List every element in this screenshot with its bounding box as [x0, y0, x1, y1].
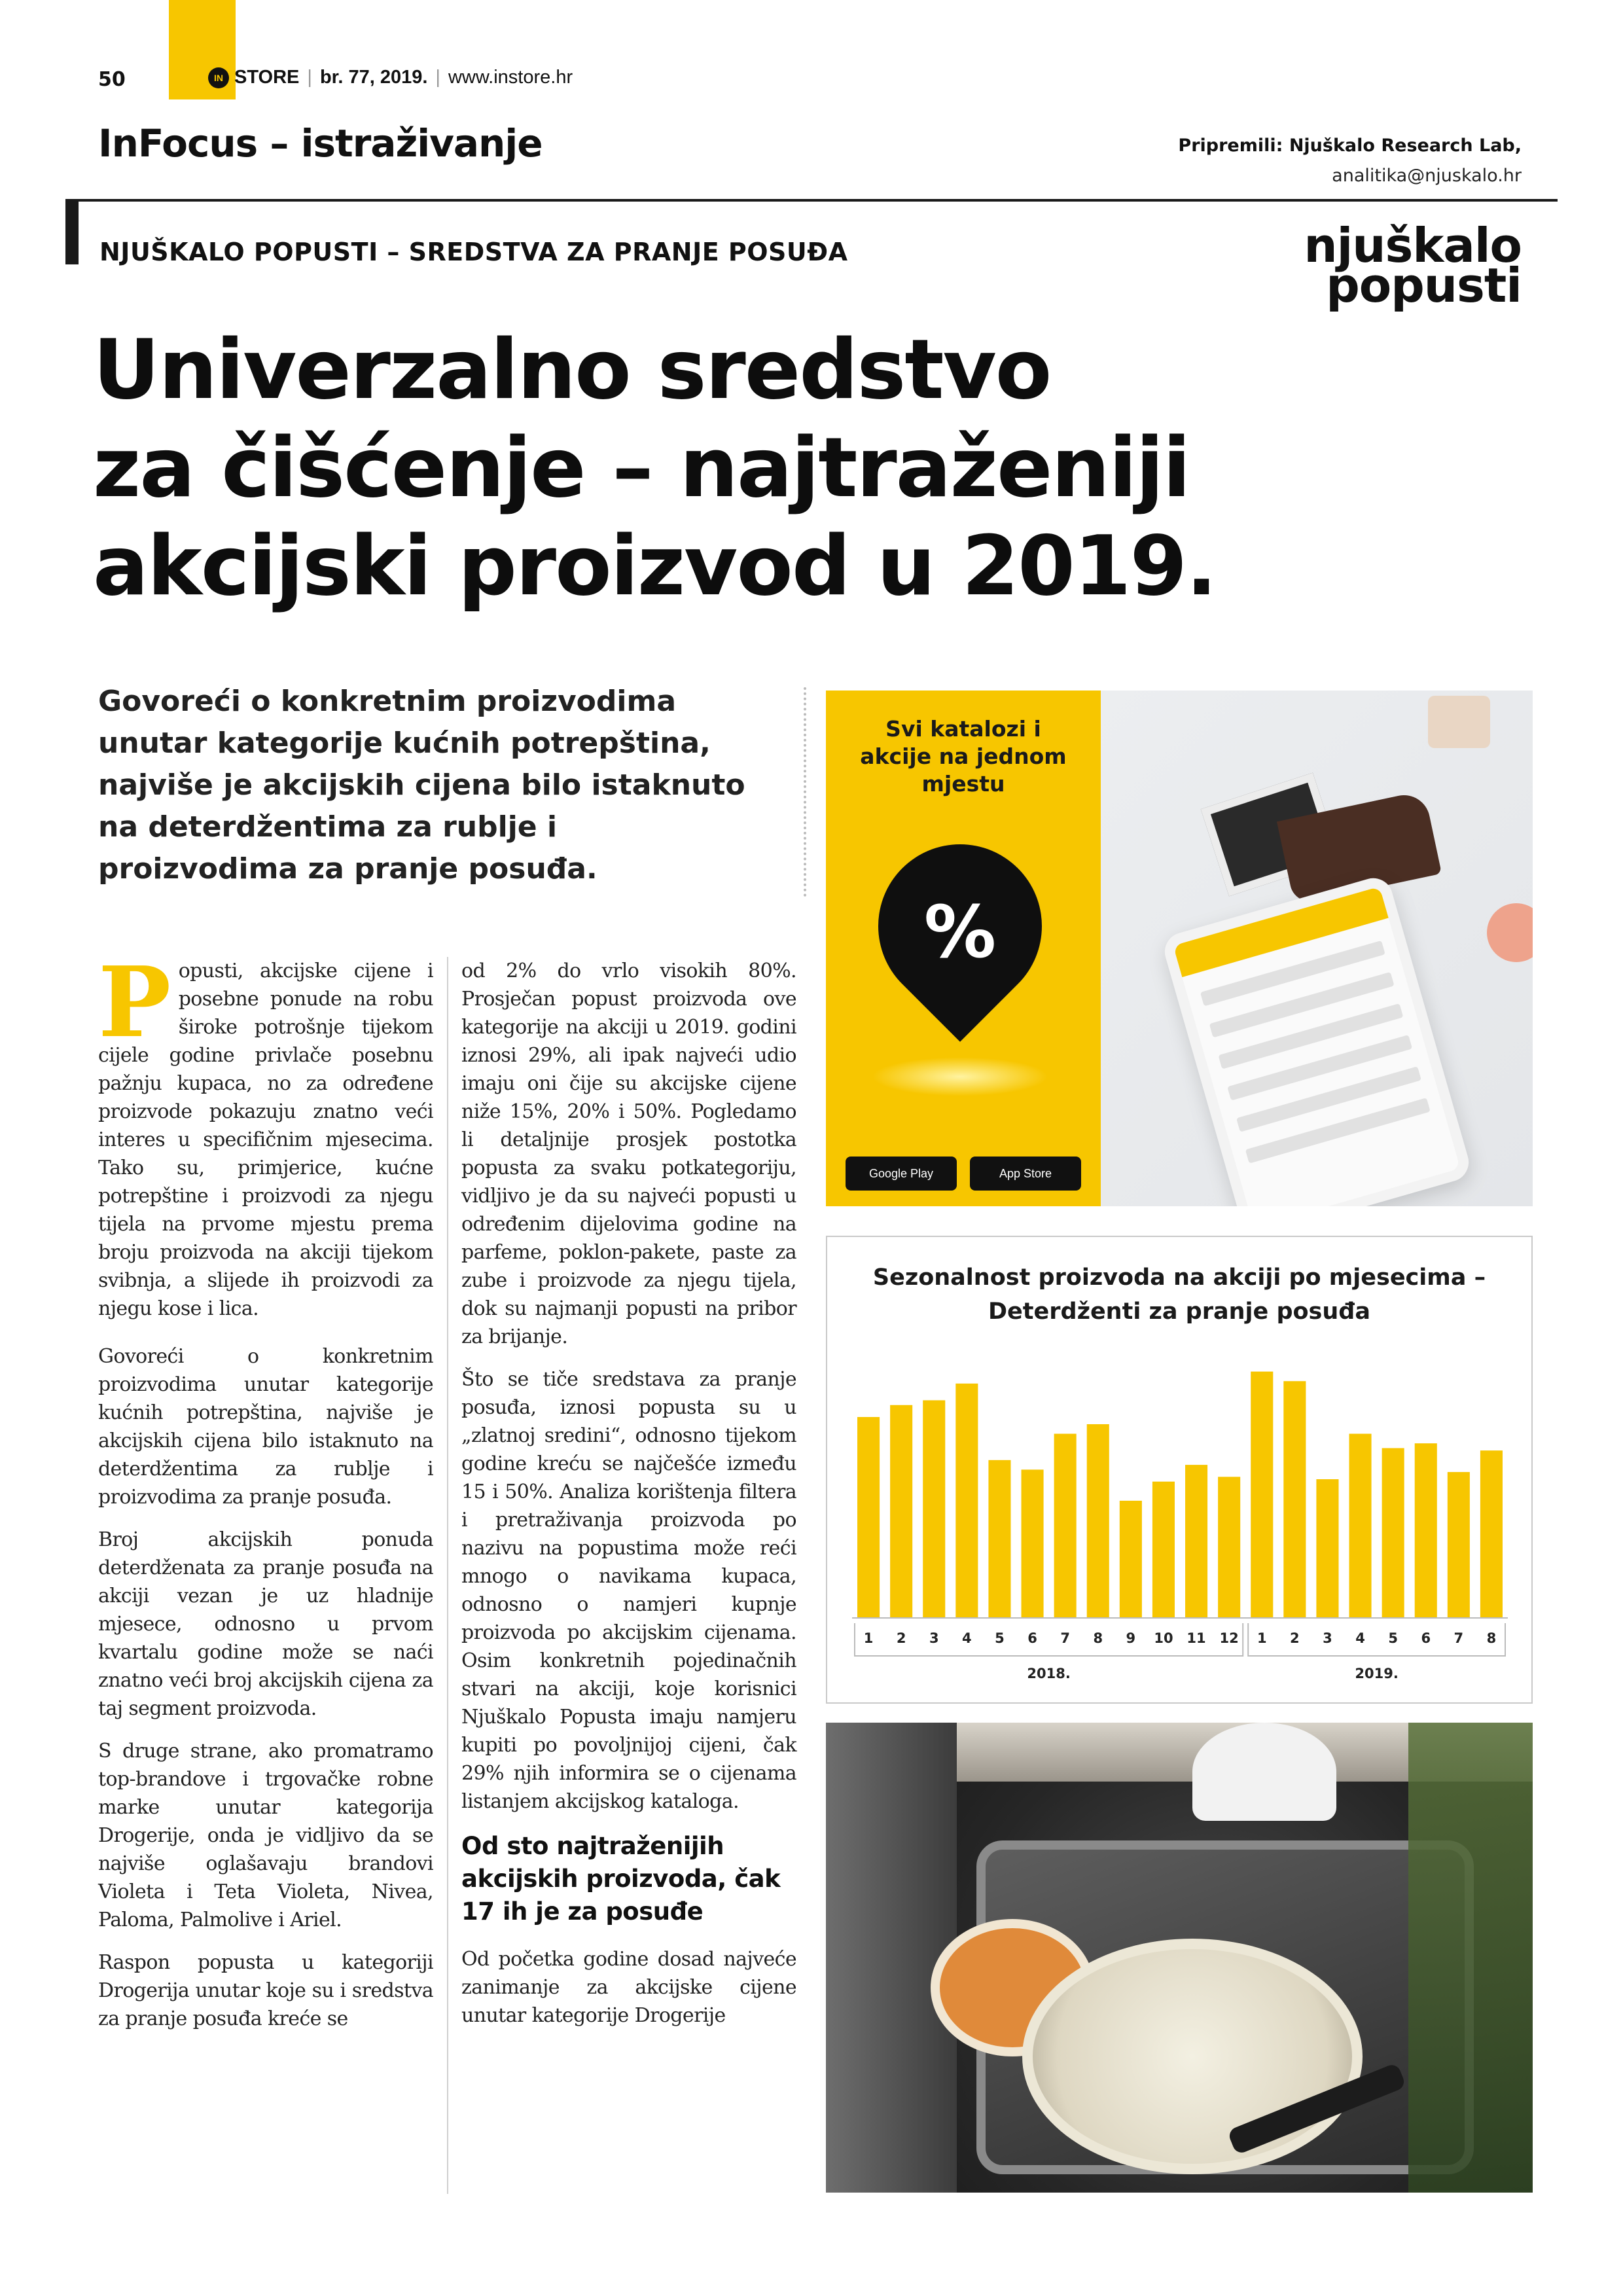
- chart-tick-label: 2: [896, 1630, 906, 1646]
- chart-tick-label: 12: [1219, 1630, 1239, 1646]
- paragraph: Što se tiče sredstava za pranje posuđa, iznosi popusta su u „zlatnoj sredini“, odnosno tijekom godine kreću se najčešće između 15 i 50%. Analiza korištenja filtera i pretraživanja proizvoda po nazivu na popustima može reći mnogo o navikama kupaca, odnosno o namjeri kupnje proizvoda po akcijskim cijenama. Osim konkretnih pojedinačnih stvari na akciji, koje korisnici Njuškalo Popusta imaju namjeru kupiti po povoljnijoj cijeni, čak 29% njih informira se o cijenama listanjem akcijskog kataloga.: [461, 1368, 796, 1813]
- chart-tick-label: 5: [995, 1630, 1005, 1646]
- chart-group-bracket: [1248, 1623, 1505, 1656]
- chart-bar: [1349, 1434, 1372, 1618]
- chart-bar: [1152, 1482, 1175, 1618]
- photo-bottle: [1192, 1723, 1336, 1821]
- chart-bar: [1218, 1477, 1240, 1618]
- ad-bottle-decoration: [1428, 696, 1490, 748]
- chart-bar: [1054, 1434, 1077, 1618]
- chart-bar: [1022, 1469, 1044, 1618]
- chart-tick-label: 7: [1060, 1630, 1070, 1646]
- body-column-2: [461, 957, 796, 2044]
- chart-bar: [1251, 1372, 1273, 1618]
- headline-line-2: za čišćenje – najtraženiji: [93, 420, 1190, 516]
- percent-icon: %: [923, 890, 997, 974]
- chart-bar: [1448, 1472, 1470, 1618]
- chart-tick-label: 4: [962, 1630, 972, 1646]
- paragraph-text: opusti, akcijske cijene i posebne ponude na robu široke potrošnje tijekom cijele godine privlače posebnu pažnju kupaca, no za određene proizvode pokazuju znatno veći interes u specifičnim mjesecima. Tako su, primjerice, kućne potrepštine i proizvodi za njegu tijela na prvome mjestu prema broju proizvoda na akciji tijekom svibnja, a slijede ih proizvodi za njegu kose i lica.: [98, 960, 433, 1320]
- photo-colander: [1022, 1939, 1363, 2174]
- chart-bar: [890, 1405, 912, 1618]
- sink-dishes-photo: [826, 1723, 1533, 2193]
- website-link[interactable]: www.instore.hr: [448, 67, 573, 88]
- chart-bar: [988, 1460, 1010, 1618]
- chart-bar: [1185, 1465, 1207, 1618]
- ad-ball-decoration: [1487, 903, 1533, 962]
- article-lead: Govoreći o konkretnim proizvodima unutar kategorije kućnih potrepština, najviše je akcijskih cijena bilo istaknuto na deterdžentima za rublje i proizvodima za pranje posuđa.: [98, 685, 745, 886]
- photo-left-edge: [826, 1723, 957, 2193]
- chart-tick-label: 2: [1290, 1630, 1300, 1646]
- seasonality-chart: [826, 1236, 1533, 1704]
- in-badge-icon: IN: [208, 67, 229, 88]
- chart-tick-label: 3: [1323, 1630, 1332, 1646]
- paragraph: Broj akcijskih ponuda deterdženata za pranje posuđa na akciji vezan je uz hladnije mjesece, odnosno u prvom kvartalu godine može se naći znatno veći broj akcijskih cijena za taj segment proizvoda.: [98, 1528, 433, 1720]
- header-meta: [208, 67, 573, 88]
- paragraph: [98, 945, 433, 1323]
- logo-line-1: njuškalo: [1304, 218, 1522, 273]
- chart-bar: [955, 1384, 978, 1618]
- chart-tick-label: 9: [1126, 1630, 1136, 1646]
- chart-plot: [827, 1237, 1531, 1702]
- chart-bar: [857, 1417, 880, 1618]
- chart-group-label: 2018.: [1027, 1666, 1071, 1681]
- chart-bar: [1415, 1443, 1437, 1618]
- ad-phone-mockup: [1160, 874, 1473, 1206]
- njuskalo-popusti-ad: [826, 691, 1533, 1206]
- paragraph: Govoreći o konkretnim proizvodima unutar kategorije kućnih potrepština, najviše je akcijskih cijena bilo istaknuto na deterdžentima za rublje i proizvodima za pranje posuđa.: [98, 1345, 433, 1509]
- chart-group-bracket: [855, 1623, 1243, 1656]
- paragraph: Od početka godine dosad najveće zanimanje za akcijske cijene unutar kategorije Drogerije: [461, 1948, 796, 2027]
- article-headline: [93, 321, 1271, 615]
- chart-tick-label: 5: [1388, 1630, 1398, 1646]
- chart-tick-label: 8: [1486, 1630, 1497, 1646]
- chart-tick-label: 11: [1186, 1630, 1206, 1646]
- photo-plant: [1408, 1723, 1533, 2193]
- njuskalo-popusti-logo: [1304, 218, 1522, 313]
- section-title: InFocus – istraživanje: [98, 121, 543, 166]
- pin-glow: [872, 1057, 1048, 1096]
- drop-cap: P: [98, 945, 171, 1059]
- chart-bar: [1120, 1501, 1142, 1618]
- publication-name: STORE: [234, 67, 300, 88]
- chart-tick-label: 8: [1093, 1630, 1103, 1646]
- chart-bar: [1283, 1381, 1306, 1618]
- page-number: 50: [98, 68, 126, 91]
- chart-title: Sezonalnost proizvoda na akciji po mjesecima – Deterdženti za pranje posuđa: [872, 1265, 1486, 1325]
- paragraph: od 2% do vrlo visokih 80%. Prosječan popust proizvoda ove kategorije na akciji u 2019. godini iznosi 29%, ali ipak najveći udio imaju oni čije su akcijske cijene niže 15%, 20% i 50%. Pogledamo li detaljnije prosjek postotka popusta za svaku potkategoriju, vidljivo je da su najveći popusti u određenim dijelovima godine na parfeme, poklon-pakete, paste za zube i proizvode za njegu tijela, dok su najmanji popusti na pribor za brijanje.: [461, 960, 796, 1348]
- meta-separator: |: [307, 67, 312, 88]
- paragraph: S druge strane, ako promatramo top-brandove i trgovačke robne marke unutar kategorija Drogerije, onda je vidljivo da se najviše oglašavaju brandovi Violeta i Teta Violeta, Nivea, Paloma, Palmolive i Ariel.: [98, 1740, 433, 1931]
- phone-app-header: [1173, 886, 1389, 977]
- column-divider: [447, 957, 448, 2194]
- chart-tick-label: 1: [1257, 1630, 1267, 1646]
- chart-bar: [1382, 1448, 1404, 1618]
- kicker: NJUŠKALO POPUSTI – SREDSTVA ZA PRANJE POSUĐA: [99, 238, 848, 266]
- chart-tick-label: 4: [1355, 1630, 1365, 1646]
- header-rule: [65, 199, 1558, 202]
- chart-tick-label: 6: [1027, 1630, 1037, 1646]
- logo-line-2: popusti: [1326, 257, 1522, 313]
- ad-yellow-panel: [826, 691, 1101, 1206]
- chart-group-label: 2019.: [1355, 1666, 1399, 1681]
- kicker-bar: [65, 199, 79, 264]
- chart-bar: [1316, 1479, 1338, 1618]
- chart-tick-label: 6: [1421, 1630, 1431, 1646]
- ad-tagline: Svi katalozi i akcije na jednom mjestu: [860, 716, 1067, 797]
- app-store-badge[interactable]: App Store: [970, 1157, 1081, 1191]
- lead-divider: [804, 687, 806, 897]
- chart-tick-label: 7: [1454, 1630, 1464, 1646]
- headline-line-1: Univerzalno sredstvo: [93, 321, 1051, 418]
- chart-bar: [923, 1400, 945, 1618]
- chart-tick-label: 1: [863, 1630, 874, 1646]
- chart-tick-label: 10: [1154, 1630, 1173, 1646]
- prepared-by: Pripremili: Njuškalo Research Lab,: [1178, 135, 1522, 156]
- body-column-1: [98, 945, 433, 2047]
- subheading: Od sto najtraženijih akcijskih proizvoda, čak 17 ih je za posuđe: [461, 1832, 781, 1926]
- chart-tick-label: 3: [929, 1630, 939, 1646]
- headline-line-3: akcijski proizvod u 2019.: [93, 518, 1217, 614]
- google-play-badge[interactable]: Google Play: [846, 1157, 957, 1191]
- issue-number: br. 77, 2019.: [319, 67, 428, 88]
- chart-bar: [1087, 1424, 1109, 1618]
- meta-separator: |: [435, 67, 440, 88]
- paragraph: Raspon popusta u kategoriji Drogerija unutar koje su i sredstva za pranje posuđa kreće se: [98, 1951, 433, 2030]
- author-email-link[interactable]: analitika@njuskalo.hr: [1332, 166, 1522, 186]
- chart-bar: [1480, 1450, 1503, 1618]
